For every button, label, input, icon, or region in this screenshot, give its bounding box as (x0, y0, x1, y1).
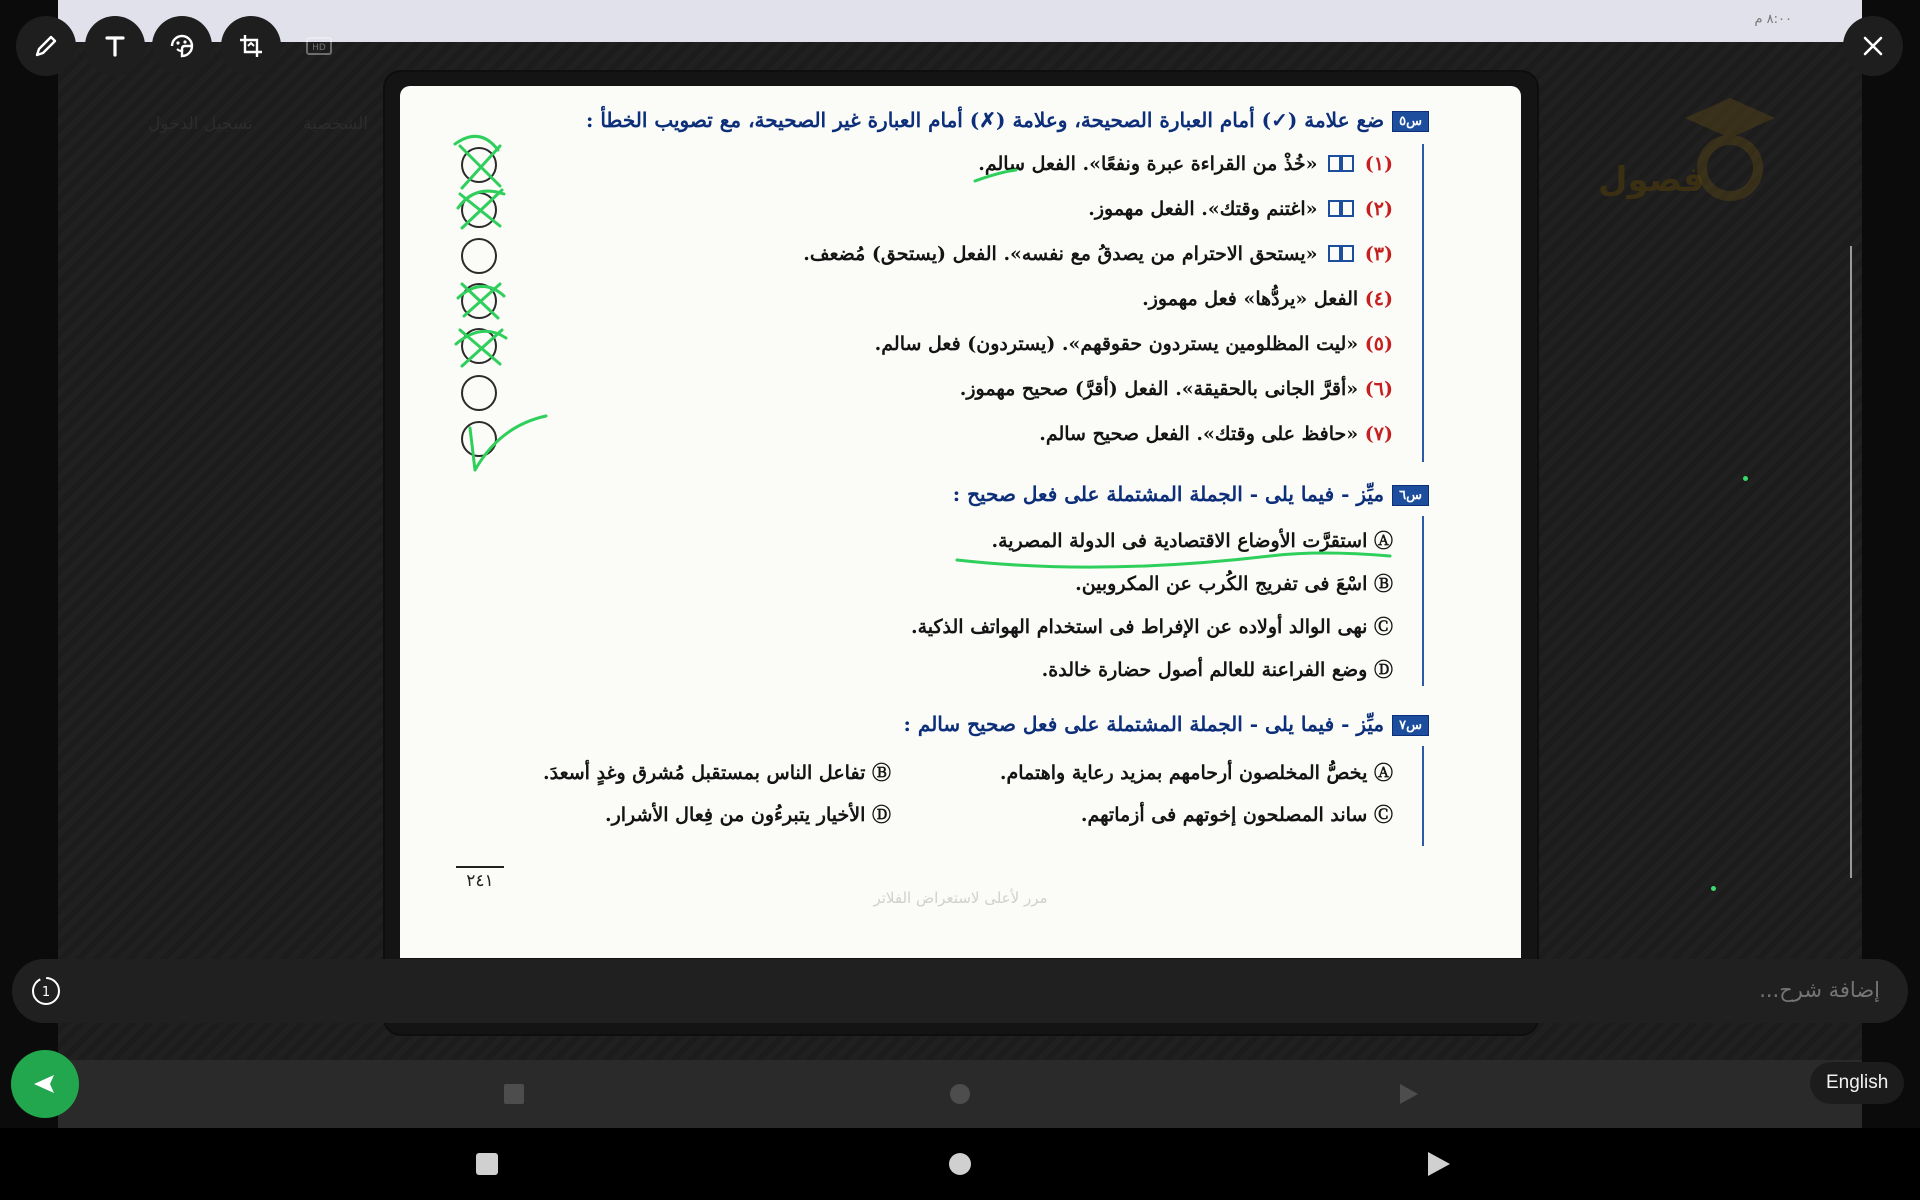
s5-item-7 (1039, 423, 1393, 445)
section-5-title: ضع علامة (✓) أمام العبارة الصحيحة، وعلامة (✗) أمام العبارة غير الصحيحة، مع تصويب الخطأ : (585, 108, 1385, 132)
crop-rotate-button[interactable] (221, 16, 281, 76)
s6-item-c (911, 612, 1393, 639)
decorative-dot (1743, 476, 1748, 481)
s5-item-6 (960, 378, 1393, 400)
hd-icon (304, 31, 334, 61)
text-icon (100, 31, 130, 61)
language-selector[interactable]: English (1810, 1062, 1904, 1104)
status-time: ٨:٠٠ م (1754, 12, 1792, 27)
caption-input[interactable] (178, 977, 1882, 1003)
section-rule (1422, 516, 1424, 686)
item-text: «اغتنم وقتك». الفعل مهموز. (1088, 198, 1318, 220)
view-once-icon[interactable] (30, 975, 62, 1007)
s6-item-d (1042, 655, 1393, 682)
s6-item-a (991, 526, 1393, 553)
item-text: يخصُّ المخلصون أرحامهم بمزيد رعاية واهتمام. (999, 762, 1368, 784)
item-number: (٢) (1364, 198, 1393, 220)
page-number: ٢٤١ (456, 866, 504, 891)
background-logo-icon (1680, 88, 1780, 208)
s7-item-a (1000, 758, 1393, 785)
caption-bar (12, 959, 1908, 1023)
item-number: (٧) (1364, 423, 1393, 445)
item-text: الفعل «يردُّها» فعل مهموز. (1142, 288, 1359, 310)
system-navigation-bar (0, 1128, 1920, 1200)
crop-rotate-icon (236, 31, 266, 61)
s5-item-1 (978, 153, 1393, 175)
item-text: «حافظ على وقتك». الفعل صحيح سالم. (1039, 423, 1359, 445)
book-icon (1328, 155, 1354, 172)
s7-item-b (543, 758, 891, 785)
filter-hint-text: مرر لأعلى لاستعراض الفلاتر (873, 889, 1048, 907)
send-button[interactable] (11, 1050, 79, 1118)
worksheet-photo[interactable] (400, 86, 1521, 958)
page-edge-rule (1850, 246, 1852, 878)
item-text: «خُذْ من القراءة عبرة ونفعًا». الفعل سالم. (978, 153, 1318, 175)
s6-item-b (1075, 569, 1393, 596)
item-text: «أقرَّ الجانى بالحقيقة». الفعل (أقرَّ) صحيح مهموز. (959, 378, 1359, 400)
recents-icon[interactable] (471, 1148, 503, 1180)
section-6-heading (953, 482, 1429, 506)
item-text: استقرَّت الأوضاع الاقتصادية فى الدولة المصرية. (991, 530, 1368, 552)
section-5-badge: س٥ (1392, 111, 1429, 132)
background-home-icon (948, 1082, 972, 1106)
close-button[interactable] (1843, 16, 1903, 76)
decorative-dot (1711, 886, 1716, 891)
section-rule (1422, 746, 1424, 846)
background-recents-icon (502, 1082, 526, 1106)
section-5-heading (586, 108, 1429, 132)
item-text: ساند المصلحون إخوتهم فى أزماتهم. (1080, 804, 1368, 826)
close-icon (1858, 31, 1888, 61)
item-letter: Ⓐ (1373, 762, 1393, 784)
item-letter: Ⓓ (1373, 659, 1393, 681)
s7-item-c (1081, 800, 1393, 827)
book-icon (1328, 245, 1354, 262)
item-text: الأخيار يتبرءُون من فِعال الأشرار. (604, 804, 866, 826)
item-text: تفاعل الناس بمستقبل مُشرق وغدٍ أسعدَ. (543, 762, 866, 784)
section-7-heading (904, 712, 1429, 736)
pen-icon (31, 31, 61, 61)
home-icon[interactable] (944, 1148, 976, 1180)
send-icon (30, 1069, 60, 1099)
item-text: وضع الفراعنة للعالم أصول حضارة خالدة. (1041, 659, 1368, 681)
item-letter: Ⓐ (1373, 530, 1393, 552)
item-number: (٣) (1364, 243, 1393, 265)
pen-tool-button[interactable] (16, 16, 76, 76)
item-text: نهى الوالد أولاده عن الإفراط فى استخدام الهواتف الذكية. (910, 616, 1368, 638)
item-number: (٦) (1364, 378, 1393, 400)
item-number: (١) (1364, 153, 1393, 175)
hd-quality-button[interactable] (289, 16, 349, 76)
s5-item-2 (1088, 198, 1393, 220)
background-nav-login: تسجيل الدخول (148, 114, 253, 134)
item-text: اسْعَ فى تفريج الكُرب عن المكروبين. (1075, 573, 1368, 595)
item-letter: Ⓒ (1373, 804, 1393, 826)
background-back-icon (1396, 1082, 1420, 1106)
hd-label: HD (312, 43, 326, 53)
s5-item-5 (875, 333, 1393, 355)
item-letter: Ⓑ (871, 762, 891, 784)
section-7-badge: س٧ (1392, 715, 1429, 736)
section-6-title: ميِّز - فيما يلى - الجملة المشتملة على فعل صحيح : (952, 482, 1385, 506)
item-letter: Ⓒ (1373, 616, 1393, 638)
svg-text:1: 1 (41, 985, 51, 1000)
sticker-icon (167, 31, 197, 61)
book-icon (1328, 200, 1354, 217)
section-7-title: ميِّز - فيما يلى - الجملة المشتملة على فعل صحيح سالم : (903, 712, 1385, 736)
item-text: «ليت المظلومين يستردون حقوقهم». (يستردون) فعل سالم. (874, 333, 1359, 355)
item-number: (٥) (1364, 333, 1393, 355)
item-letter: Ⓓ (871, 804, 891, 826)
section-6-badge: س٦ (1392, 485, 1429, 506)
section-rule (1422, 144, 1424, 462)
s5-item-3 (803, 243, 1393, 265)
back-icon[interactable] (1422, 1148, 1454, 1180)
sticker-tool-button[interactable] (152, 16, 212, 76)
item-text: «يستحق الاحترام من يصدقُ مع نفسه». الفعل (يستحق) مُضعف. (803, 243, 1318, 265)
background-logo-text: فصول (1598, 160, 1705, 200)
s5-item-4 (1142, 288, 1393, 310)
text-tool-button[interactable] (85, 16, 145, 76)
s7-item-d (605, 800, 891, 827)
item-letter: Ⓑ (1373, 573, 1393, 595)
background-nav-profile: الشخصية (303, 114, 369, 134)
item-number: (٤) (1364, 288, 1393, 310)
